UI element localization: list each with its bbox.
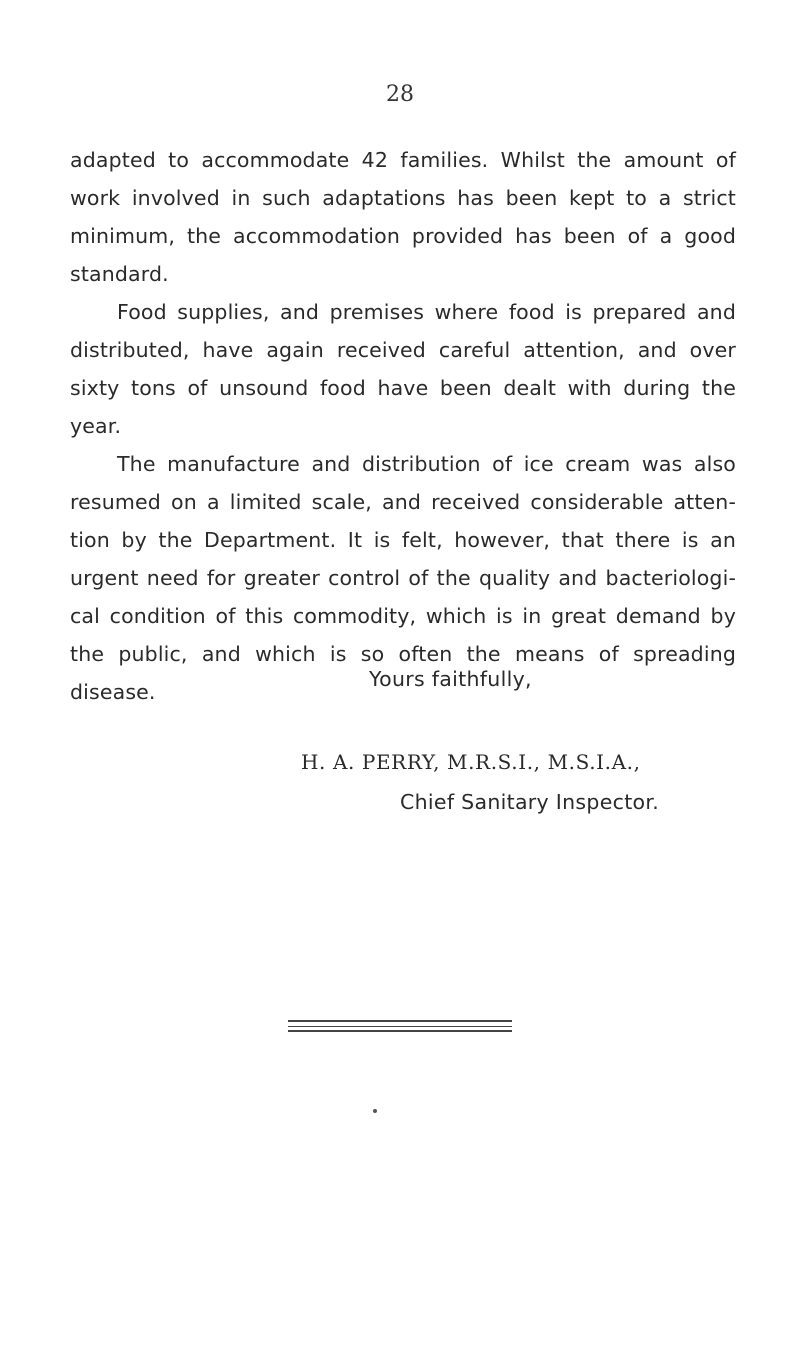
signatory-title: Chief Sanitary Inspector.: [400, 790, 660, 814]
end-rule-middle: [288, 1026, 512, 1027]
end-rule-top: [288, 1020, 512, 1022]
paragraph-food-supplies: Food supplies, and premises where food is prepared and distributed, have again received careful attention, and over sixty tons of unsound food have been dealt with during the year.: [70, 300, 736, 438]
end-rule-bottom: [288, 1030, 512, 1032]
page-number: 28: [386, 82, 414, 107]
paragraph-ice-cream: The manufacture and distribution of ice cream was also resumed on a limited scale, and received considerable atten- tion by the Department. It is felt, however, that there is an urgent need for greater control of the quality and bacteriologi- cal condition of this commodity, which is in great demand by the public, and which is so often the means of spreading disease.: [70, 452, 736, 704]
paragraph-housing-adaptations: adapted to accommodate 42 families. Whilst the amount of work involved in such adaptations has been kept to a strict minimum, the accommodation provided has been of a good standard.: [70, 148, 736, 286]
signatory-name: H. A. PERRY, M.R.S.I., M.S.I.A.,: [301, 750, 641, 774]
print-speck: [373, 1109, 377, 1113]
letter-closing: Yours faithfully,: [369, 667, 532, 691]
